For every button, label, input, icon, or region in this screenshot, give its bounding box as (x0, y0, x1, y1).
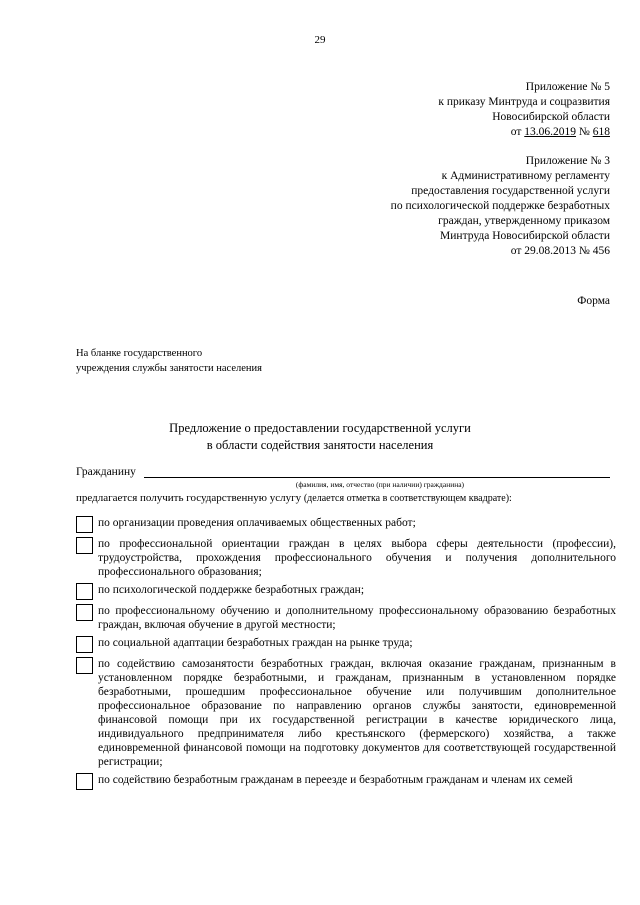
option-social-adaptation-label: по социальной адаптации безработных граждан на рынке труда; (98, 637, 413, 649)
appendix-5-region: Новосибирской области (492, 111, 610, 123)
appendix-5-title: Приложение № 5 (525, 81, 610, 93)
offer-text (76, 492, 616, 504)
service-options (76, 516, 616, 794)
appendix-5-order: к приказу Минтруда и соцразвития (438, 96, 610, 108)
option-self-employment (76, 657, 616, 769)
appendix-3-line-7: от 29.08.2013 № 456 (510, 245, 610, 257)
appendix-5-date-line (438, 125, 610, 140)
form-label: Форма (577, 295, 610, 307)
option-relocation-checkbox[interactable] (76, 773, 93, 790)
option-relocation (76, 773, 616, 790)
letterhead-note (76, 346, 262, 376)
page-number: 29 (314, 34, 326, 46)
appendix-3-line-4: по психологической поддержке безработных (390, 200, 610, 212)
citizen-name-field[interactable] (144, 464, 610, 478)
appendix-5-number: 618 (592, 126, 610, 138)
letterhead-line-2: учреждения службы занятости населения (76, 363, 262, 374)
option-relocation-label: по содействию безработным гражданам в переезде и безработным гражданам и членам их семей (98, 774, 573, 786)
offer-note: (делается отметка в соответствующем квадрате): (303, 493, 512, 504)
document-title-line-2: в области содействия занятости населения (206, 438, 434, 452)
option-vocational-training-label: по профессиональному обучению и дополнительному профессиональному образованию безработных граждан, включая обучение в другой местности; (98, 605, 616, 631)
option-public-works (76, 516, 616, 533)
citizen-row (76, 464, 610, 478)
option-vocational-training (76, 604, 616, 632)
option-career-guidance-label: по профессиональной ориентации граждан в целях выбора сферы деятельности (профессии), трудоустройства, прохождения профессионального обучения и получения дополнительного профессионального образования; (98, 538, 616, 578)
option-public-works-checkbox[interactable] (76, 516, 93, 533)
appendix-5-header (438, 80, 610, 140)
option-self-employment-label: по содействию самозанятости безработных граждан, включая оказание гражданам, признанным в установленном порядке безработными, и гражданам, признанным в установленном порядке безработными, прошедшим профессиональное обучение или получившим дополнительное профессиональное образование по направлению органов службы занятости, единовременной финансовой помощи при их государственной регистрации в качестве юридического лица, индивидуального предпринимателя либо крестьянского (фермерского) хозяйства, а также единовременной финансовой помощи на подготовку документов для соответствующей государственной регистрации; (98, 658, 616, 768)
option-career-guidance (76, 537, 616, 579)
appendix-5-date: 13.06.2019 (524, 126, 577, 138)
appendix-3-line-5: граждан, утвержденному приказом (438, 215, 610, 227)
option-career-guidance-checkbox[interactable] (76, 537, 93, 554)
option-social-adaptation (76, 636, 616, 653)
appendix-3-line-6: Минтруда Новосибирской области (440, 230, 610, 242)
document-title-line-1: Предложение о предоставлении государственной услуги (169, 421, 471, 435)
option-self-employment-checkbox[interactable] (76, 657, 93, 674)
citizen-label: Гражданину (76, 466, 136, 478)
appendix-3-line-2: к Административному регламенту (441, 170, 610, 182)
citizen-name-hint: (фамилия, имя, отчество (при наличии) гражданина) (295, 480, 465, 489)
option-psychological-support-checkbox[interactable] (76, 583, 93, 600)
appendix-5-number-prefix: № (578, 126, 590, 138)
appendix-5-date-prefix: от (510, 126, 522, 138)
letterhead-line-1: На бланке государственного (76, 348, 203, 359)
appendix-3-title: Приложение № 3 (525, 155, 610, 167)
appendix-3-line-3: предоставления государственной услуги (411, 185, 610, 197)
option-public-works-label: по организации проведения оплачиваемых общественных работ; (98, 517, 416, 529)
document-title (0, 420, 640, 454)
offer-main: предлагается получить государственную услугу (76, 492, 302, 504)
appendix-3-header (391, 154, 610, 259)
option-vocational-training-checkbox[interactable] (76, 604, 93, 621)
option-social-adaptation-checkbox[interactable] (76, 636, 93, 653)
option-psychological-support-label: по психологической поддержке безработных граждан; (98, 584, 365, 596)
option-psychological-support (76, 583, 616, 600)
